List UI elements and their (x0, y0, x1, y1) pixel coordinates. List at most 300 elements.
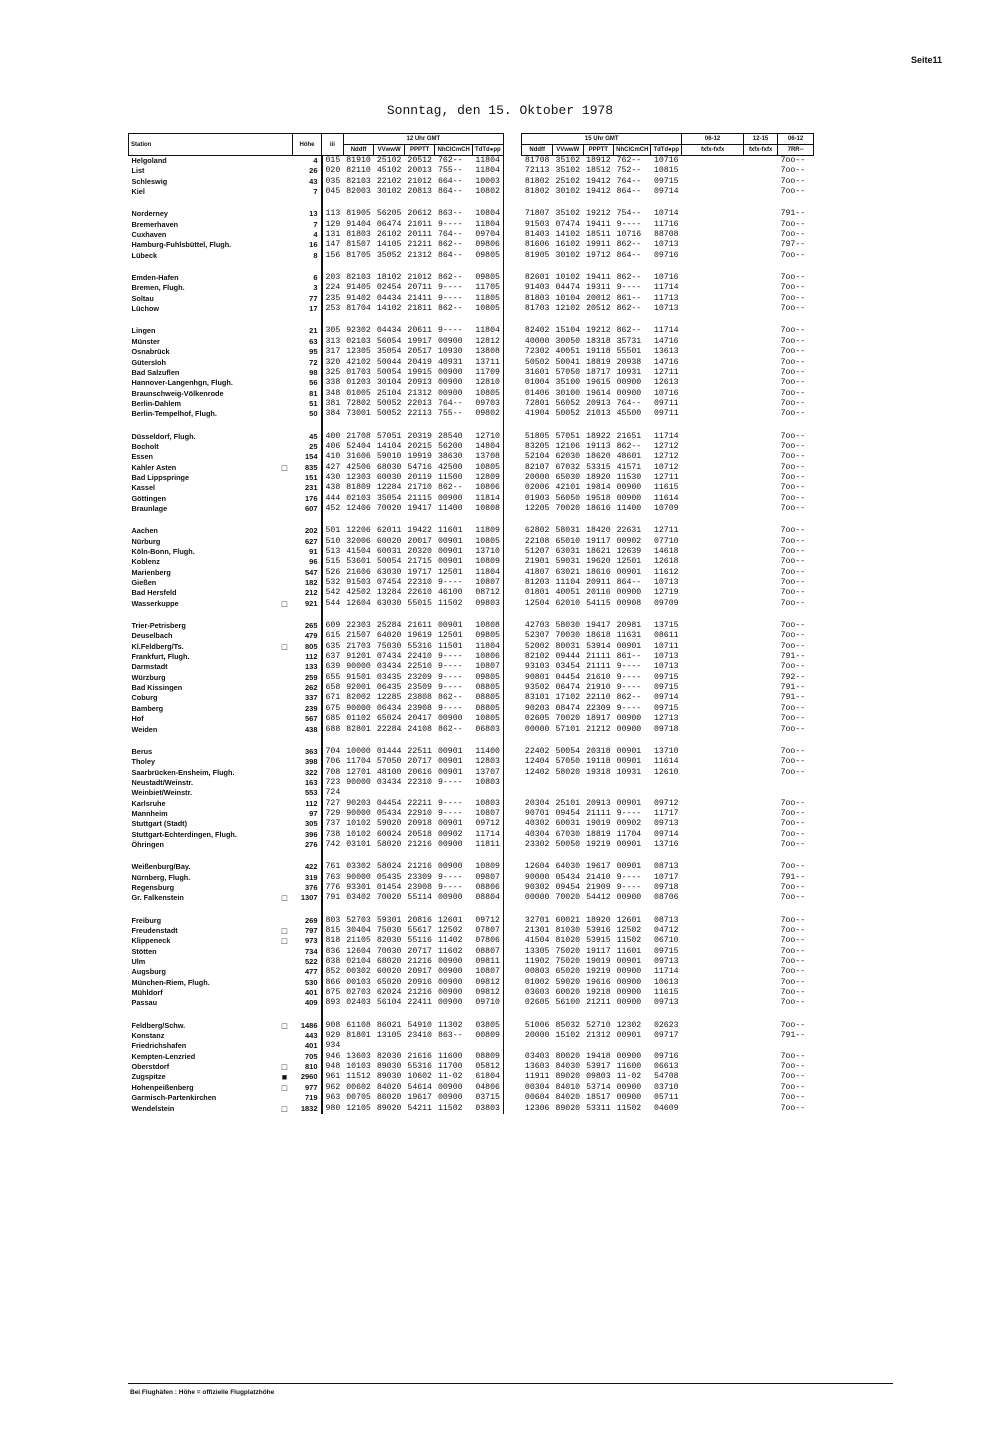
value-15-clouds (614, 788, 651, 798)
value-12-dew: 10802 (472, 187, 503, 197)
value-12-dew: 61804 (472, 1072, 503, 1082)
value-15-clouds: 764-- (616, 398, 642, 408)
value-12-clouds (435, 1041, 472, 1051)
station-name: Würzburg (131, 672, 166, 682)
value-15-dew: 11714 (653, 967, 679, 977)
station-name: Wendelstein (131, 1103, 175, 1113)
mountain-marker-icon (277, 673, 293, 683)
station-height: 202 (293, 514, 322, 536)
station-name: Weißenburg/Bay. (131, 862, 191, 872)
value-15-dew: 12719 (653, 588, 679, 598)
station-height: 1307 (293, 893, 322, 903)
station-id: 129 (325, 219, 341, 229)
value-rr: 7oo-- (780, 388, 806, 398)
value-15-clouds: 752-- (616, 166, 642, 176)
col-dew-15: TdTd●pp (651, 145, 682, 156)
value-12-ppptt: 21411 (407, 293, 432, 303)
value-12-ppptt: 19919 (407, 452, 432, 462)
value-15-ppptt: 22309 (586, 703, 611, 713)
value-rr: 7oo-- (780, 166, 806, 176)
station-height: 163 (293, 778, 322, 788)
value-15-dew: 02623 (653, 1020, 679, 1030)
value-12-dew: 14804 (472, 442, 503, 452)
value-15-vvwww: 65030 (555, 472, 581, 482)
value-rr: 7oo-- (780, 567, 806, 577)
station-height: 63 (293, 337, 322, 347)
value-15-ppptt (583, 778, 614, 788)
value-12-nddff: 90203 (346, 798, 371, 808)
station-height: 479 (293, 631, 322, 641)
station-name: Weinbiet/Weinstr. (131, 788, 193, 798)
value-12-dew: 09805 (472, 631, 503, 641)
station-id: 838 (325, 957, 341, 967)
station-height: 422 (293, 850, 322, 872)
station-id: 658 (325, 683, 341, 693)
value-12-nddff: 21507 (346, 631, 371, 641)
value-15-clouds (614, 778, 651, 788)
value-12-clouds: 9---- (437, 662, 463, 672)
station-height: 276 (293, 840, 322, 850)
value-12-nddff: 82103 (346, 273, 371, 283)
station-name: Bamberg (131, 703, 164, 713)
value-rr: 791-- (780, 693, 806, 703)
station-id: 235 (325, 293, 341, 303)
value-15-nddff: 01002 (524, 977, 550, 987)
station-height: 16 (293, 240, 322, 250)
station-height: 443 (293, 1031, 322, 1041)
value-12-nddff: 31606 (346, 452, 371, 462)
station-height: 13 (293, 197, 322, 219)
station-id: 962 (325, 1082, 341, 1092)
table-row (129, 926, 814, 936)
value-15-clouds: 9---- (616, 662, 642, 672)
station-id: 708 (325, 767, 341, 777)
station-id: 542 (325, 588, 341, 598)
value-12-vvwww: 18102 (376, 273, 402, 283)
value-15-nddff: 11911 (524, 1072, 550, 1082)
station-id: 729 (325, 808, 341, 818)
table-row (129, 1083, 814, 1093)
station-name: Ulm (131, 957, 146, 967)
value-15-clouds: 00901 (616, 757, 642, 767)
station-height: 25 (293, 442, 322, 452)
value-12-dew: 04806 (472, 1083, 503, 1093)
table-row (129, 850, 814, 872)
value-15-dew: 09711 (653, 398, 679, 408)
value-15-dew: 09717 (653, 1031, 679, 1041)
station-name: Cuxhaven (131, 230, 167, 240)
mountain-marker-icon: □ (281, 598, 288, 609)
value-12-dew: 11811 (472, 840, 503, 850)
value-15-nddff: 82102 (524, 652, 550, 662)
col-vvwww-12: VVwwW (374, 145, 405, 156)
col-ppptt-12: PPPTT (404, 145, 435, 156)
value-15-ppptt: 21410 (586, 872, 611, 882)
value-12-vvwww: 50052 (376, 398, 402, 408)
station-height: 265 (293, 609, 322, 631)
value-15-ppptt: 21909 (586, 882, 611, 892)
table-row (129, 514, 814, 536)
value-12-clouds: 9---- (437, 872, 463, 882)
station-id: 737 (325, 819, 341, 829)
value-15-ppptt: 21111 (586, 662, 611, 672)
table-row (129, 809, 814, 819)
value-15-dew: 11614 (653, 757, 679, 767)
table-row (129, 547, 814, 557)
mountain-marker-icon (277, 1052, 293, 1062)
value-15-clouds: 861-- (616, 293, 642, 303)
value-15-ppptt: 18512 (586, 166, 611, 176)
station-height: 51 (293, 399, 322, 409)
station-height: 21 (293, 314, 322, 336)
value-15-vvwww: 81020 (555, 936, 581, 946)
mountain-marker-icon (277, 578, 293, 588)
station-name: Bocholt (131, 441, 159, 451)
value-12-vvwww: 30102 (376, 187, 402, 197)
value-15-dew (651, 778, 682, 788)
col-rr: 7RR-- (778, 145, 814, 156)
station-height: 973 (293, 936, 322, 946)
station-name: Aachen (131, 526, 158, 536)
mountain-marker-icon (277, 368, 293, 378)
mountain-marker-icon (277, 883, 293, 893)
value-12-ppptt: 20013 (407, 166, 432, 176)
station-name: Friedrichshafen (131, 1041, 187, 1051)
value-15-vvwww: 65020 (555, 967, 581, 977)
value-12-ppptt: 23209 (407, 672, 432, 682)
mountain-marker-icon (277, 819, 293, 829)
value-12-nddff: 10103 (346, 1062, 371, 1072)
value-15-ppptt: 53917 (586, 1062, 611, 1072)
table-row (129, 504, 814, 514)
table-row (129, 609, 814, 631)
value-rr: 7oo-- (780, 926, 806, 935)
value-12-ppptt: 21611 (407, 621, 432, 631)
mountain-marker-icon (277, 358, 293, 368)
value-12-clouds: 11600 (437, 1051, 463, 1061)
value-15-ppptt: 19219 (586, 839, 611, 849)
table-row (129, 967, 814, 977)
value-15-clouds: 864-- (616, 578, 642, 588)
value-12-dew: 10805 (472, 714, 503, 724)
mountain-marker-icon (277, 442, 293, 452)
station-name: Feldberg/Schw. (131, 1020, 186, 1030)
value-15-nddff (522, 788, 553, 798)
mountain-marker-icon (277, 494, 293, 504)
value-15-ppptt: 18517 (586, 1093, 611, 1103)
value-12-vvwww: 14105 (376, 240, 402, 250)
value-12-nddff: 21703 (346, 641, 371, 651)
value-15-nddff: 40000 (524, 336, 550, 346)
value-15-clouds: 862-- (616, 693, 642, 703)
value-12-nddff: 30404 (346, 926, 371, 935)
value-12-nddff: 00602 (346, 1082, 371, 1092)
station-name: Karlsruhe (131, 798, 166, 808)
value-rr: 7oo-- (780, 250, 806, 260)
value-12-clouds: 9---- (437, 652, 463, 662)
value-15-dew: 10716 (653, 388, 679, 398)
value-15-dew: 11714 (653, 283, 679, 293)
value-12-dew: 12809 (472, 473, 503, 483)
value-12-dew: 13711 (472, 358, 503, 368)
value-12-vvwww: 86021 (376, 1020, 402, 1030)
value-12-ppptt: 55316 (407, 641, 432, 651)
value-12-nddff: 00103 (346, 977, 371, 987)
value-15-nddff: 03603 (524, 988, 550, 998)
value-12-clouds: 9---- (437, 326, 463, 336)
station-name: München-Riem, Flugh. (131, 977, 210, 987)
value-12-nddff: 12105 (346, 1103, 371, 1113)
value-rr: 7oo-- (780, 1103, 806, 1113)
value-12-ppptt: 22411 (407, 998, 432, 1008)
station-id: 045 (325, 187, 341, 197)
value-15-ppptt: 19117 (586, 946, 611, 956)
value-12-dew: 11705 (472, 283, 503, 293)
station-name: Bad Lippspringe (131, 472, 190, 482)
station-name: Düsseldorf, Flugh. (131, 431, 196, 441)
value-12-nddff: 52404 (346, 441, 371, 451)
station-height: 7 (293, 187, 322, 197)
value-12-ppptt: 20512 (407, 156, 432, 165)
value-15-vvwww: 35100 (555, 378, 581, 388)
value-15-vvwww: 62010 (555, 598, 581, 608)
value-12-ppptt: 20816 (407, 915, 432, 925)
group-15-header: 15 Uhr GMT (522, 134, 682, 145)
value-15-clouds: 20981 (616, 621, 642, 631)
station-height: 810 (293, 1062, 322, 1072)
value-15-ppptt: 18920 (586, 472, 611, 482)
station-id: 253 (325, 304, 341, 314)
table-row (129, 358, 814, 368)
value-12-clouds: 00901 (437, 557, 463, 567)
value-rr: 791-- (780, 1031, 806, 1041)
value-15-dew: 12618 (653, 557, 679, 567)
station-name: Hamburg-Fuhlsbüttel, Flugh. (131, 240, 232, 250)
value-12-dew: 09803 (472, 599, 503, 609)
value-12-ppptt: 22211 (407, 798, 432, 808)
table-row (129, 347, 814, 357)
value-15-nddff: 82601 (524, 273, 550, 283)
value-12-vvwww: 06474 (376, 219, 402, 229)
station-name: Lingen (131, 326, 156, 336)
value-15-clouds: 862-- (616, 326, 642, 336)
value-15-ppptt: 20012 (586, 293, 611, 303)
value-rr: 7oo-- (780, 547, 806, 556)
table-row (129, 537, 814, 547)
value-12-vvwww: 01444 (376, 746, 402, 756)
value-12-clouds: 00901 (437, 547, 463, 556)
value-15-nddff: 12604 (524, 862, 550, 872)
value-15-clouds: 9---- (616, 283, 642, 293)
value-15-ppptt: 19218 (586, 988, 611, 998)
value-15-nddff: 81803 (524, 293, 550, 303)
value-15-dew: 11615 (653, 988, 679, 998)
mountain-marker-icon (277, 735, 293, 757)
station-id: 313 (325, 336, 341, 346)
value-12-nddff: 21606 (346, 567, 371, 577)
value-15-ppptt: 19412 (586, 187, 611, 197)
value-15-nddff: 52002 (524, 641, 550, 651)
station-height: 96 (293, 557, 322, 567)
value-12-ppptt: 20717 (407, 757, 432, 767)
value-12-clouds: 9---- (437, 683, 463, 693)
value-15-dew: 08611 (653, 631, 679, 641)
value-15-nddff: 83205 (524, 441, 550, 451)
value-15-dew: 09714 (653, 187, 679, 197)
station-id: 544 (325, 598, 341, 608)
value-12-clouds: 11700 (437, 1062, 463, 1072)
station-id: 803 (325, 915, 341, 925)
value-15-dew (651, 788, 682, 798)
value-12-vvwww: 25284 (376, 621, 402, 631)
value-15-dew: 10714 (653, 209, 679, 219)
col-fx2: fxfx-fxfx (744, 145, 778, 156)
value-12-dew: 10808 (472, 504, 503, 514)
value-12-dew: 09811 (472, 957, 503, 967)
value-rr: 7oo-- (780, 483, 806, 493)
value-12-nddff: 52703 (346, 915, 371, 925)
mountain-marker-icon (277, 1031, 293, 1041)
value-15-ppptt: 18420 (586, 526, 611, 536)
value-15-vvwww: 75020 (555, 946, 581, 956)
station-id: 113 (325, 209, 341, 219)
value-12-nddff: 03302 (346, 862, 371, 872)
station-height: 398 (293, 757, 322, 767)
value-15-clouds: 9---- (616, 703, 642, 713)
value-15-vvwww: 42101 (555, 483, 581, 493)
table-row (129, 778, 814, 788)
value-12-dew: 10807 (472, 809, 503, 819)
station-name: Göttingen (131, 493, 166, 503)
value-12-clouds: 00901 (437, 819, 463, 829)
mountain-marker-icon (277, 988, 293, 998)
station-name: Garmisch-Partenkirchen (131, 1093, 217, 1103)
value-12-nddff: 12303 (346, 472, 371, 482)
value-15-dew: 12711 (653, 472, 679, 482)
value-12-vvwww: 04434 (376, 293, 402, 303)
station-id: 761 (325, 862, 341, 872)
station-name: Münster (131, 336, 160, 346)
value-12-clouds: 00901 (437, 757, 463, 767)
value-rr: 7oo-- (780, 936, 806, 946)
value-rr: 7oo-- (780, 829, 806, 839)
station-id: 893 (325, 998, 341, 1008)
station-id: 515 (325, 557, 341, 567)
value-15-vvwww: 50052 (555, 409, 581, 419)
value-12-dew: 10809 (472, 557, 503, 567)
station-id: 532 (325, 578, 341, 588)
value-15-clouds: 00901 (616, 1031, 642, 1041)
value-15-ppptt: 21111 (586, 652, 611, 662)
value-15-vvwww: 50054 (555, 746, 581, 756)
value-15-vvwww: 35102 (555, 156, 581, 165)
station-name: Nürburg (131, 536, 161, 546)
value-15-nddff: 93502 (524, 683, 550, 693)
value-12-vvwww: 58024 (376, 862, 402, 872)
table-row (129, 662, 814, 672)
value-12-ppptt: 55116 (407, 936, 432, 946)
value-12-nddff: 90000 (346, 872, 371, 882)
mountain-marker-icon (277, 609, 293, 631)
station-name: Kempten-Lenzried (131, 1051, 196, 1061)
mountain-marker-icon (277, 714, 293, 724)
value-rr: 7oo-- (780, 724, 806, 734)
value-15-dew: 03710 (653, 1082, 679, 1092)
value-12-ppptt: 21616 (407, 1051, 432, 1061)
value-rr: 7oo-- (780, 1072, 806, 1082)
value-15-clouds: 35731 (616, 336, 642, 346)
value-12-clouds: 9---- (437, 219, 463, 229)
value-15-ppptt: 53916 (586, 926, 611, 935)
value-12-clouds: 12501 (437, 567, 463, 577)
value-12-vvwww: 68020 (376, 957, 402, 967)
value-15-nddff: 01406 (524, 388, 550, 398)
value-12-vvwww: 03434 (376, 777, 402, 787)
value-15-ppptt: 19118 (586, 347, 611, 357)
station-name: Köln-Bonn, Flugh. (131, 547, 195, 556)
value-12-vvwww (374, 1041, 405, 1051)
value-15-vvwww: 56052 (555, 398, 581, 408)
station-height: 4 (293, 156, 322, 167)
mountain-marker-icon: □ (281, 1082, 288, 1093)
value-15-nddff: 22402 (524, 746, 550, 756)
value-15-nddff: 51805 (524, 431, 550, 441)
value-12-nddff: 82110 (346, 166, 371, 176)
value-12-ppptt: 21011 (407, 219, 432, 229)
value-15-clouds: 12501 (616, 557, 642, 567)
station-id: 526 (325, 567, 341, 577)
value-12-ppptt: 22610 (407, 588, 432, 598)
station-id: 320 (325, 357, 341, 367)
value-15-nddff: 12205 (524, 503, 550, 513)
value-12-clouds: 00900 (437, 998, 463, 1008)
station-height: 3 (293, 283, 322, 293)
mountain-marker-icon (277, 998, 293, 1008)
value-12-ppptt: 54716 (407, 462, 432, 472)
col-clouds-12: NhClCmCH (435, 145, 472, 156)
value-rr: 791-- (780, 872, 806, 882)
value-15-ppptt: 19412 (586, 176, 611, 186)
table-row (129, 1031, 814, 1041)
value-12-dew: 11809 (472, 514, 503, 536)
value-15-dew: 11713 (653, 293, 679, 303)
value-12-ppptt: 21216 (407, 957, 432, 967)
value-12-vvwww: 35052 (376, 250, 402, 260)
mountain-marker-icon (277, 547, 293, 557)
mountain-marker-icon (277, 230, 293, 240)
value-12-vvwww: 84020 (376, 1082, 402, 1092)
value-15-vvwww: 50041 (555, 357, 581, 367)
station-id: 615 (325, 631, 341, 641)
value-12-ppptt: 20417 (407, 714, 432, 724)
station-height: 401 (293, 988, 322, 998)
value-12-nddff: 01703 (346, 367, 371, 377)
value-12-vvwww: 03434 (376, 662, 402, 672)
value-12-vvwww: 70030 (376, 946, 402, 956)
value-15-dew: 12711 (653, 526, 679, 536)
value-15-clouds: 00900 (616, 998, 642, 1008)
station-id: 655 (325, 672, 341, 682)
value-12-dew: 10807 (472, 967, 503, 977)
value-15-vvwww: 84020 (555, 1093, 581, 1103)
value-15-nddff: 22108 (524, 536, 550, 546)
station-height: 97 (293, 809, 322, 819)
value-15-clouds: 00901 (616, 862, 642, 872)
value-15-dew: 11614 (653, 493, 679, 503)
value-12-ppptt: 22511 (407, 746, 432, 756)
value-15-vvwww: 30102 (555, 187, 581, 197)
station-name: Berlin-Dahlem (131, 398, 181, 408)
